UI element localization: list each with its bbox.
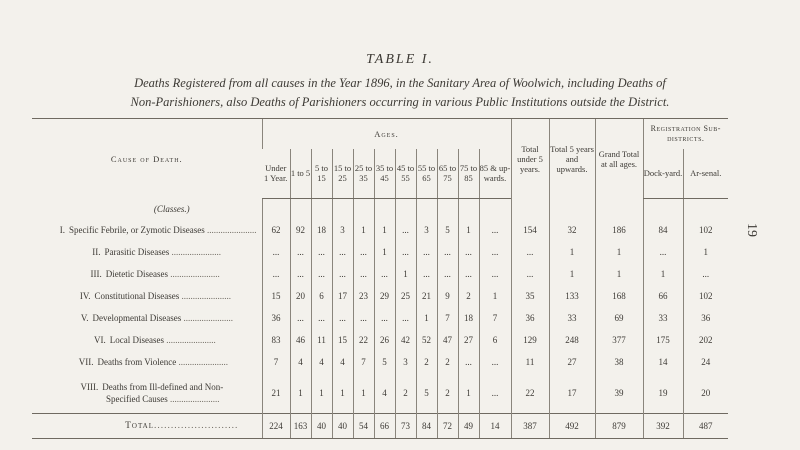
header-registration: Registration Sub-districts. <box>643 119 728 149</box>
total-value-cell: 84 <box>416 414 437 439</box>
value-cell: ... <box>374 263 395 285</box>
value-cell: 5 <box>374 351 395 373</box>
cause-cell: VI. Local Diseases ...................... <box>32 329 262 351</box>
value-cell: 14 <box>643 351 683 373</box>
value-cell: 38 <box>595 351 643 373</box>
class-number: V. <box>80 313 89 323</box>
value-cell: 1 <box>353 373 374 414</box>
value-cell: ... <box>458 263 479 285</box>
table-title: TABLE I. <box>366 52 434 67</box>
value-cell: 154 <box>511 219 549 241</box>
value-cell: ... <box>643 241 683 263</box>
header-total-under5: Total under 5 years. <box>511 119 549 199</box>
value-cell: 4 <box>332 351 353 373</box>
total-value-cell: 54 <box>353 414 374 439</box>
value-cell: ... <box>479 351 511 373</box>
value-cell: ... <box>262 241 290 263</box>
table-subtitle <box>40 74 760 112</box>
value-cell: ... <box>479 219 511 241</box>
value-cell: 4 <box>290 351 311 373</box>
value-cell: ... <box>311 263 332 285</box>
value-cell: 1 <box>683 241 728 263</box>
value-cell: 6 <box>311 285 332 307</box>
value-cell: 1 <box>416 307 437 329</box>
value-cell: 1 <box>290 373 311 414</box>
value-cell: 3 <box>332 219 353 241</box>
value-cell: ... <box>437 241 458 263</box>
total-label: Total......................... <box>32 414 262 439</box>
value-cell: 15 <box>332 329 353 351</box>
header-dockyard: Dock-yard. <box>643 149 683 199</box>
value-cell: 3 <box>416 219 437 241</box>
value-cell: 1 <box>311 373 332 414</box>
value-cell: 7 <box>479 307 511 329</box>
value-cell: 4 <box>374 373 395 414</box>
value-cell: 17 <box>549 373 595 414</box>
value-cell: 32 <box>549 219 595 241</box>
cause-label: Deaths from Violence <box>97 357 177 367</box>
total-value-cell: 40 <box>311 414 332 439</box>
value-cell: 21 <box>416 285 437 307</box>
value-cell: 1 <box>353 219 374 241</box>
total-label-text: Total <box>125 421 155 431</box>
total-value-cell: 163 <box>290 414 311 439</box>
page-number: 19 <box>744 223 759 237</box>
value-cell: ... <box>395 219 416 241</box>
value-cell: 102 <box>683 219 728 241</box>
value-cell: 1 <box>549 263 595 285</box>
value-cell: 39 <box>595 373 643 414</box>
class-number: III. <box>90 269 102 279</box>
cause-label-line2: Specified Causes <box>106 394 168 404</box>
value-cell: 19 <box>643 373 683 414</box>
value-cell: 20 <box>290 285 311 307</box>
cause-cell: VIII. Deaths from Ill-defined and Non- Specified Causes ...................... <box>32 373 262 414</box>
value-cell: ... <box>479 263 511 285</box>
table-row <box>32 285 728 307</box>
value-cell: ... <box>262 263 290 285</box>
value-cell: ... <box>290 263 311 285</box>
value-cell: 1 <box>332 373 353 414</box>
total-value-cell: 387 <box>511 414 549 439</box>
class-number: VIII. <box>80 382 99 392</box>
value-cell: ... <box>479 241 511 263</box>
value-cell: ... <box>311 241 332 263</box>
value-cell: 1 <box>374 219 395 241</box>
total-value-cell: 879 <box>595 414 643 439</box>
value-cell: 36 <box>511 307 549 329</box>
value-cell: 42 <box>395 329 416 351</box>
value-cell: 2 <box>437 373 458 414</box>
value-cell: 202 <box>683 329 728 351</box>
cause-label: Specific Febrile, or Zymotic Diseases <box>69 225 205 235</box>
deaths-table <box>32 118 728 439</box>
header-age-group: 45 to 55 <box>395 149 416 199</box>
header-age-group: 15 to 25 <box>332 149 353 199</box>
class-number: I. <box>59 225 66 235</box>
value-cell: 27 <box>549 351 595 373</box>
value-cell: ... <box>416 241 437 263</box>
value-cell: ... <box>458 351 479 373</box>
value-cell: ... <box>353 307 374 329</box>
value-cell: ... <box>683 263 728 285</box>
value-cell: 36 <box>262 307 290 329</box>
header-age-group: 55 to 65 <box>416 149 437 199</box>
value-cell: 26 <box>374 329 395 351</box>
value-cell: 7 <box>353 351 374 373</box>
total-row <box>32 414 728 439</box>
subtitle-line-1: Deaths Registered from all causes in the Year 1896, in the Sanitary Area of Woolwich, including Deaths of <box>134 76 666 90</box>
value-cell: 46 <box>290 329 311 351</box>
header-age-group: 35 to 45 <box>374 149 395 199</box>
table-row <box>32 241 728 263</box>
value-cell: ... <box>374 307 395 329</box>
total-value-cell: 66 <box>374 414 395 439</box>
class-number: IV. <box>79 291 91 301</box>
value-cell: 9 <box>437 285 458 307</box>
header-cause: Cause of Death. <box>32 119 262 199</box>
value-cell: 1 <box>395 263 416 285</box>
value-cell: 2 <box>416 351 437 373</box>
cause-cell: II. Parasitic Diseases ...................... <box>32 241 262 263</box>
header-age-group: 65 to 75 <box>437 149 458 199</box>
header-age-group: 25 to 35 <box>353 149 374 199</box>
class-number: II. <box>92 247 101 257</box>
header-age-group: 75 to 85 <box>458 149 479 199</box>
total-value-cell: 487 <box>683 414 728 439</box>
value-cell: 1 <box>595 263 643 285</box>
value-cell: ... <box>395 307 416 329</box>
total-value-cell: 73 <box>395 414 416 439</box>
value-cell: 1 <box>549 241 595 263</box>
value-cell: ... <box>353 241 374 263</box>
value-cell: 6 <box>479 329 511 351</box>
value-cell: 83 <box>262 329 290 351</box>
value-cell: 1 <box>458 373 479 414</box>
value-cell: ... <box>332 263 353 285</box>
header-arsenal: Ar-senal. <box>683 149 728 199</box>
value-cell: 2 <box>458 285 479 307</box>
header-age-group: Under 1 Year. <box>262 149 290 199</box>
value-cell: ... <box>479 373 511 414</box>
value-cell: ... <box>395 241 416 263</box>
value-cell: ... <box>511 263 549 285</box>
value-cell: 29 <box>374 285 395 307</box>
value-cell: 47 <box>437 329 458 351</box>
cause-label: Constitutional Diseases <box>94 291 180 301</box>
table-row <box>32 351 728 373</box>
cause-label: Developmental Diseases <box>92 313 182 323</box>
total-value-cell: 492 <box>549 414 595 439</box>
table-row <box>32 219 728 241</box>
value-cell: ... <box>437 263 458 285</box>
header-age-group: 1 to 5 <box>290 149 311 199</box>
cause-label: Deaths from Ill-defined and Non- <box>102 382 224 392</box>
total-value-cell: 49 <box>458 414 479 439</box>
value-cell: 175 <box>643 329 683 351</box>
cause-cell: IV. Constitutional Diseases ...................... <box>32 285 262 307</box>
value-cell: 15 <box>262 285 290 307</box>
value-cell: 52 <box>416 329 437 351</box>
value-cell: 20 <box>683 373 728 414</box>
value-cell: 21 <box>262 373 290 414</box>
value-cell: ... <box>458 241 479 263</box>
value-cell: 18 <box>311 219 332 241</box>
subtitle-line-2: Non-Parishioners, also Deaths of Parishioners occurring in various Public Institutions outside the District. <box>130 95 670 109</box>
header-age-group: 5 to 15 <box>311 149 332 199</box>
total-value-cell: 72 <box>437 414 458 439</box>
total-value-cell: 40 <box>332 414 353 439</box>
value-cell: 33 <box>643 307 683 329</box>
value-cell: 84 <box>643 219 683 241</box>
value-cell: 7 <box>437 307 458 329</box>
cause-label: Dietetic Diseases <box>105 269 168 279</box>
header-grand-total: Grand Total at all ages. <box>595 119 643 199</box>
value-cell: 5 <box>416 373 437 414</box>
value-cell: 66 <box>643 285 683 307</box>
value-cell: 18 <box>458 307 479 329</box>
table-row <box>32 307 728 329</box>
value-cell: 1 <box>643 263 683 285</box>
table-row <box>32 373 728 414</box>
value-cell: 24 <box>683 351 728 373</box>
value-cell: 5 <box>437 219 458 241</box>
value-cell: 1 <box>374 241 395 263</box>
value-cell: 92 <box>290 219 311 241</box>
value-cell: 22 <box>353 329 374 351</box>
class-number: VI. <box>94 335 106 345</box>
value-cell: 186 <box>595 219 643 241</box>
cause-cell: I. Specific Febrile, or Zymotic Diseases ...................... <box>32 219 262 241</box>
header-total-5up: Total 5 years and upwards. <box>549 119 595 199</box>
value-cell: 2 <box>437 351 458 373</box>
cause-label: Parasitic Diseases <box>104 247 170 257</box>
classes-label: (Classes.) <box>153 203 190 214</box>
value-cell: 3 <box>395 351 416 373</box>
value-cell: 25 <box>395 285 416 307</box>
table-row <box>32 263 728 285</box>
value-cell: 11 <box>511 351 549 373</box>
header-ages: Ages. <box>262 119 511 149</box>
class-number: VII. <box>78 357 94 367</box>
value-cell: ... <box>416 263 437 285</box>
value-cell: 168 <box>595 285 643 307</box>
value-cell: 1 <box>595 241 643 263</box>
value-cell: 11 <box>311 329 332 351</box>
value-cell: 27 <box>458 329 479 351</box>
value-cell: 102 <box>683 285 728 307</box>
total-value-cell: 14 <box>479 414 511 439</box>
value-cell: 22 <box>511 373 549 414</box>
value-cell: 36 <box>683 307 728 329</box>
value-cell: ... <box>311 307 332 329</box>
value-cell: 2 <box>395 373 416 414</box>
value-cell: ... <box>353 263 374 285</box>
value-cell: ... <box>290 307 311 329</box>
value-cell: 1 <box>458 219 479 241</box>
value-cell: 7 <box>262 351 290 373</box>
value-cell: 4 <box>311 351 332 373</box>
value-cell: ... <box>511 241 549 263</box>
value-cell: ... <box>332 307 353 329</box>
value-cell: 133 <box>549 285 595 307</box>
value-cell: 62 <box>262 219 290 241</box>
header-age-group: 85 & up-wards. <box>479 149 511 199</box>
value-cell: 129 <box>511 329 549 351</box>
value-cell: 17 <box>332 285 353 307</box>
cause-label: Local Diseases <box>109 335 164 345</box>
cause-cell: VII. Deaths from Violence ...................... <box>32 351 262 373</box>
value-cell: 69 <box>595 307 643 329</box>
value-cell: 33 <box>549 307 595 329</box>
total-value-cell: 224 <box>262 414 290 439</box>
cause-cell: V. Developmental Diseases ...................... <box>32 307 262 329</box>
cause-cell: III. Dietetic Diseases ...................... <box>32 263 262 285</box>
value-cell: 248 <box>549 329 595 351</box>
value-cell: 377 <box>595 329 643 351</box>
value-cell: 35 <box>511 285 549 307</box>
value-cell: ... <box>332 241 353 263</box>
total-value-cell: 392 <box>643 414 683 439</box>
table-row <box>32 329 728 351</box>
value-cell: 23 <box>353 285 374 307</box>
value-cell: ... <box>290 241 311 263</box>
value-cell: 1 <box>479 285 511 307</box>
